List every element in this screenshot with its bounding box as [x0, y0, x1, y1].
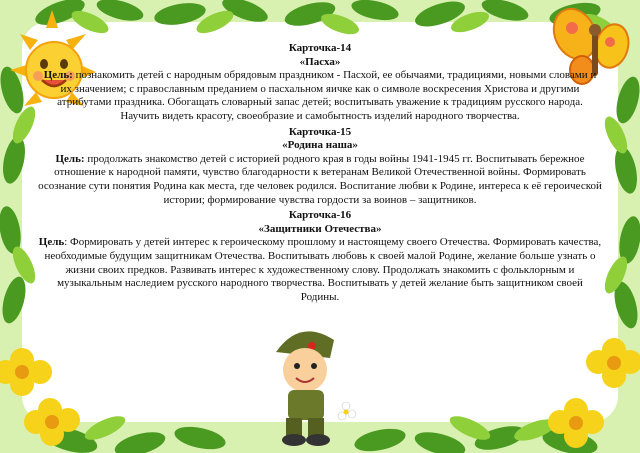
goal-text: : Формировать у детей интерес к героическому прошлому и настоящему своего Отечества. Формировать качества, необходимые будущим защитникам Отечества. Воспитывать любовь к своей малой Родине, желание больше узнать о жизни своих предков. Развивать интерес к художественному слову. Продолжать знакомить с фольклорным и музыкальным наследием русского народного творчества. Воспитывать у детей желание быть защитником своей Родины.	[44, 236, 602, 303]
goal-label: Цель:	[55, 152, 85, 165]
card-goal	[38, 153, 602, 207]
card-heading: Карточка-14	[288, 42, 352, 54]
card-goal	[38, 236, 602, 304]
card-goal	[38, 69, 602, 123]
cards-content	[38, 42, 602, 306]
card-subtitle: «Родина наша»	[282, 139, 358, 152]
goal-text: познакомить детей с народным обрядовым праздником - Пасхой, ее обычаями, традициями, новыми словами и их значением; с православным преданием о пасхальном яичке как о символе воскресения Христова и другими атрибутами праздника. Обогащать словарный запас детей; воспитывать уважение к традициям русского народа. Научить видеть красоту, своеобразие и самобытность изделий народного творчества.	[57, 69, 597, 122]
card-subtitle: «Пасха»	[299, 55, 341, 68]
card-heading: Карточка-16	[288, 209, 352, 222]
goal-label: Цель	[38, 236, 65, 249]
goal-label: Цель:	[43, 69, 73, 82]
card-subtitle: «Защитники Отечества»	[258, 222, 382, 235]
card-14	[38, 42, 602, 124]
card-15	[38, 126, 602, 208]
card-heading: Карточка-15	[288, 125, 352, 138]
goal-text: продолжать знакомство детей с историей родного края в годы войны 1941-1945 гг. Воспитывать бережное отношение к народной памяти, чувство благодарности к ветеранам Великой Отечественной войны. Формировать осознание сути понятия Родина как места, где человек родился. Воспитание любви к Родине, интереса к её героической истории; формирование чувства гордости за воинов – защитников.	[38, 152, 602, 206]
card-16	[38, 209, 602, 304]
